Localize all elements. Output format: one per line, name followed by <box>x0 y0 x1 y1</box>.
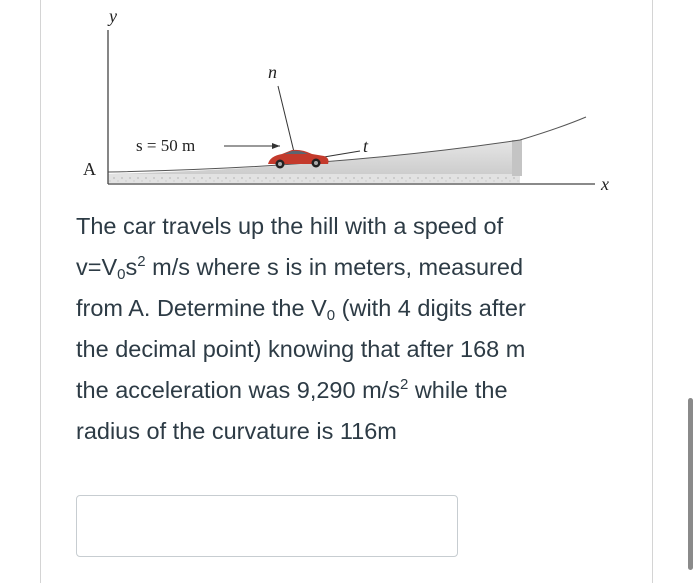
scrollbar-thumb[interactable] <box>688 398 693 570</box>
label-y: y <box>109 6 117 26</box>
label-t: t <box>363 136 369 156</box>
label-A: A <box>83 159 96 179</box>
question-line-2: $v=V_0s^2$ m/s where s is in meters, measured <box>76 253 524 283</box>
answer-input[interactable] <box>76 495 458 557</box>
ground-strip <box>108 174 520 183</box>
question-line-4: the decimal point) knowing that after 168 m <box>76 336 526 362</box>
label-x: x <box>601 174 609 194</box>
question-line-6: radius of the curvature is 116m <box>76 418 397 444</box>
label-n: n <box>268 62 277 82</box>
question-text <box>76 206 636 452</box>
hill-figure <box>0 0 700 200</box>
normal-line <box>278 86 294 152</box>
question-line-5: the acceleration was 9,290 $m/s^2$ while the <box>76 376 508 403</box>
s-arrowhead <box>272 143 280 149</box>
question-line-1: The car travels up the hill with a speed of <box>76 213 504 239</box>
label-s: s = 50 m <box>136 136 196 155</box>
question-line-3: from A. Determine the $V_0$ (with 4 digits after <box>76 295 526 324</box>
hill-wall <box>512 140 522 176</box>
